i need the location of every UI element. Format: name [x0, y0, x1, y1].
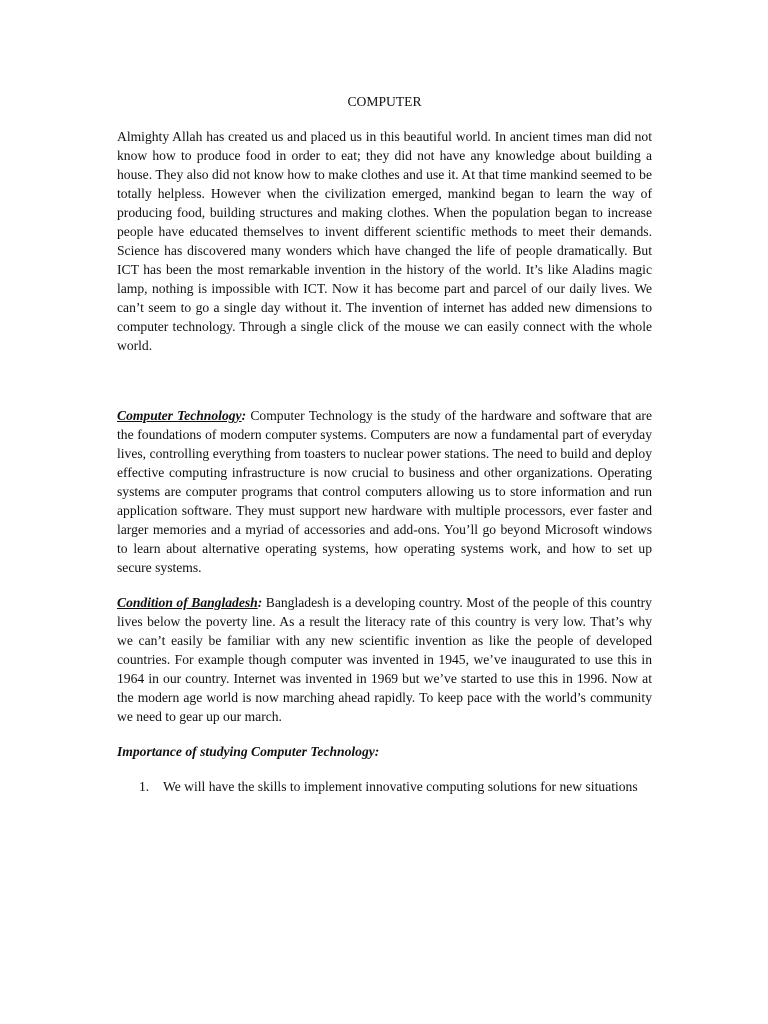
computer-technology-heading-text: Computer Technology [117, 408, 242, 423]
condition-of-bangladesh-paragraph [117, 593, 652, 726]
list-item [117, 777, 652, 796]
intro-paragraph: Almighty Allah has created us and placed us in this beautiful world. In ancient times man did not know how to produce food in order to eat; they did not have any knowledge about building a house. They also did not know how to make clothes and use it. At that time mankind seemed to be totally helpless. However when the civilization emerged, mankind began to learn the way of producing food, building structures and making clothes. When the population began to increase people have educated themselves to invent different scientific methods to meet their demands. Science has discovered many wonders which have changed the life of people dramatically. But ICT has been the most remarkable invention in the history of the world. It’s like Aladins magic lamp, nothing is impossible with ICT. Now it has become part and parcel of our daily lives. We can’t seem to go a single day without it. The invention of internet has added new dimensions to computer technology. Through a single click of the mouse we can easily connect with the whole world. [117, 129, 652, 353]
condition-of-bangladesh-heading [117, 595, 262, 610]
condition-of-bangladesh-heading-colon: : [257, 595, 263, 610]
computer-technology-body: Computer Technology is the study of the hardware and software that are the foundations of modern computer systems. Computers are now a fundamental part of everyday lives, controlling everything from toasters to nuclear power stations. The need to build and deploy effective computing infrastructure is now crucial to business and other organizations. Operating systems are computer programs that control computers allowing us to store information and run application software. They must support new hardware with multiple processors, ever faster and larger memories and a myriad of accessories and add-ons. You’ll go beyond Microsoft windows to learn about alternative operating systems, how operating systems work, and how to set up secure systems. [117, 408, 652, 575]
list-item-number: 1. [139, 779, 150, 794]
document-title: COMPUTER [347, 94, 422, 109]
document-page [117, 92, 652, 796]
computer-technology-heading-colon: : [241, 408, 247, 423]
computer-technology-heading [117, 408, 246, 423]
importance-heading: Importance of studying Computer Technology: [117, 744, 380, 759]
importance-list [117, 777, 652, 796]
list-item-text: We will have the skills to implement innovative computing solutions for new situations [163, 779, 638, 794]
computer-technology-paragraph [117, 406, 652, 577]
condition-of-bangladesh-body: Bangladesh is a developing country. Most of the people of this country lives below the poverty line. As a result the literacy rate of this country is very low. That’s why we can’t easily be familiar with any new scientific invention as like the people of developed countries. For example though computer was invented in 1945, we’ve inaugurated to use this in 1964 in our country. Internet was invented in 1969 but we’ve started to use this in 1996. Now at the modern age world is now marching ahead rapidly. To keep pace with the world’s community we need to gear up our march. [117, 595, 652, 724]
condition-of-bangladesh-heading-text: Condition of Bangladesh [117, 595, 258, 610]
